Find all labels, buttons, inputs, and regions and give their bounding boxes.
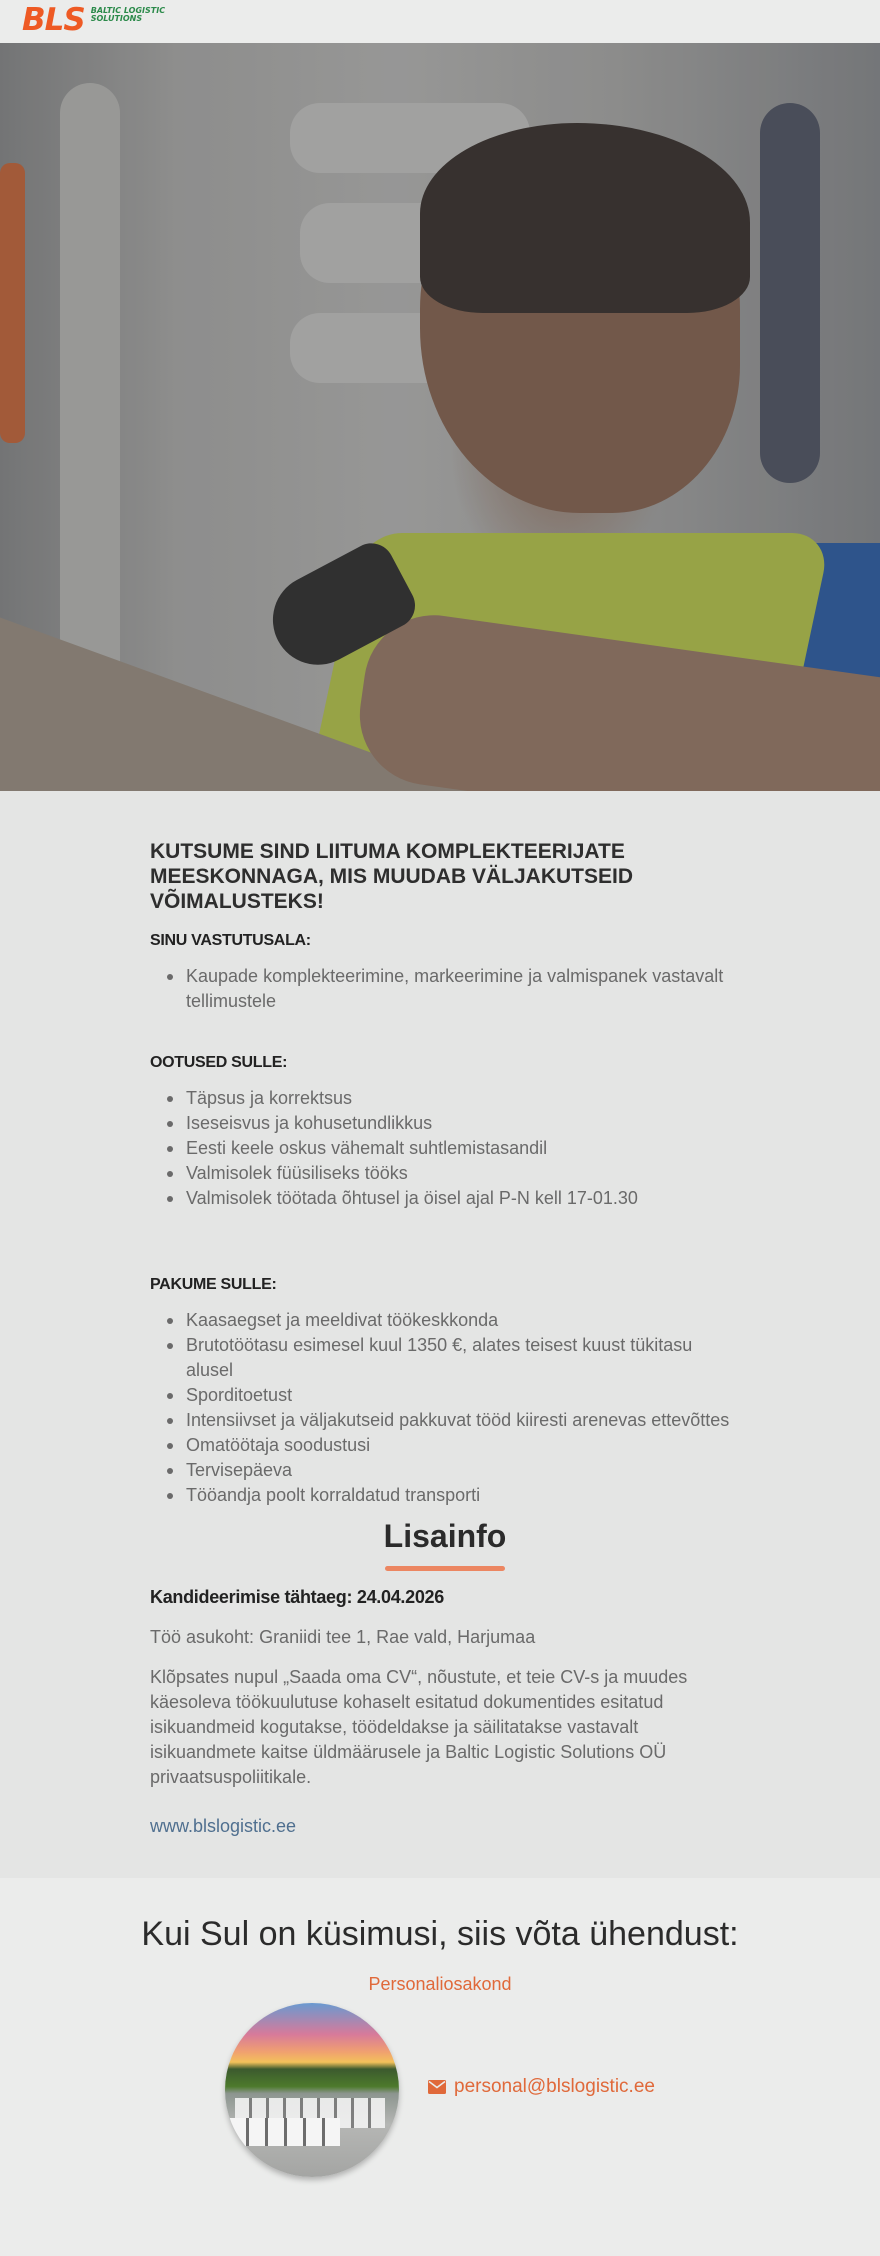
email-link[interactable] [428, 2076, 655, 2098]
email-address: personal@blslogistic.ee [454, 2076, 655, 2097]
list-item: Valmisolek töötada õhtusel ja öisel ajal P-N kell 17-01.30 [150, 1186, 740, 1211]
list-item: Eesti keele oskus vähemalt suhtlemistasandil [150, 1136, 740, 1161]
logo-line-2: SOLUTIONS [90, 14, 143, 23]
list-item: Tervisepäeva [150, 1458, 740, 1483]
list-item: Omatöötaja soodustusi [150, 1433, 740, 1458]
list-item: Iseseisvus ja kohusetundlikkus [150, 1111, 740, 1136]
list-item: Kaasaegset ja meeldivat töökeskkonda [150, 1308, 740, 1333]
offer-title: PAKUME SULLE: [150, 1276, 277, 1293]
job-location: Töö asukoht: Graniidi tee 1, Rae vald, Harjumaa [150, 1627, 536, 1647]
envelope-icon [428, 2080, 446, 2094]
contact-section [0, 1878, 880, 2207]
job-description [0, 791, 880, 1878]
list-item: Täpsus ja korrektsus [150, 1086, 740, 1111]
department-name: Personaliosakond [368, 1974, 512, 1994]
website-link[interactable]: www.blslogistic.ee [150, 1816, 297, 1836]
responsibilities-list [150, 964, 740, 1014]
logo-mark: BLS [22, 2, 85, 38]
title-underline [385, 1566, 505, 1571]
responsibilities-title: SINU VASTUTUSALA: [150, 932, 311, 949]
hero-image [0, 43, 880, 791]
logistics-yard-avatar [225, 2003, 399, 2177]
list-item: Brutotöötasu esimesel kuul 1350 €, alates teisest kuust tükitasu alusel [150, 1333, 740, 1383]
expectations-title: OOTUSED SULLE: [150, 1054, 288, 1071]
list-item: Intensiivset ja väljakutseid pakkuvat tööd kiiresti arenevas ettevõttes [150, 1408, 740, 1433]
logo-line-1: BALTIC LOGISTIC [90, 6, 166, 15]
truck-row [230, 2118, 340, 2146]
list-item: Kaupade komplekteerimine, markeerimine ja valmispanek vastavalt tellimustele [150, 964, 740, 1014]
logo-company-name [91, 7, 165, 23]
application-deadline: Kandideerimise tähtaeg: 24.04.2026 [150, 1587, 444, 1607]
expectations-list [150, 1086, 740, 1211]
privacy-notice: Klõpsates nupul „Saada oma CV“, nõustute, et teie CV-s ja muudes käesoleva töökuulutuse kohaselt esitatud dokumentides esitatud isikuandmeid kogutakse, töödeldakse ja säilitatakse vastavalt isikuandmete kaitse üldmäärusele ja Baltic Logistic Solutions OÜ privaatsuspoliitikale. [150, 1667, 688, 1787]
contact-title: Kui Sul on küsimusi, siis võta ühendust: [141, 1915, 739, 1953]
list-item: Sporditoetust [150, 1383, 740, 1408]
hero-overlay [0, 43, 880, 791]
additional-info-title: Lisainfo [383, 1518, 507, 1554]
bls-logo[interactable] [22, 3, 165, 37]
list-item: Valmisolek füüsiliseks tööks [150, 1161, 740, 1186]
offer-list [150, 1308, 740, 1508]
list-item: Tööandja poolt korraldatud transporti [150, 1483, 740, 1508]
job-headline: KUTSUME SIND LIITUMA KOMPLEKTEERIJATE MEESKONNAGA, MIS MUUDAB VÄLJAKUTSEID VÕIMALUSTEKS! [150, 840, 634, 913]
top-bar [0, 0, 880, 43]
additional-info-header [150, 1516, 740, 1571]
